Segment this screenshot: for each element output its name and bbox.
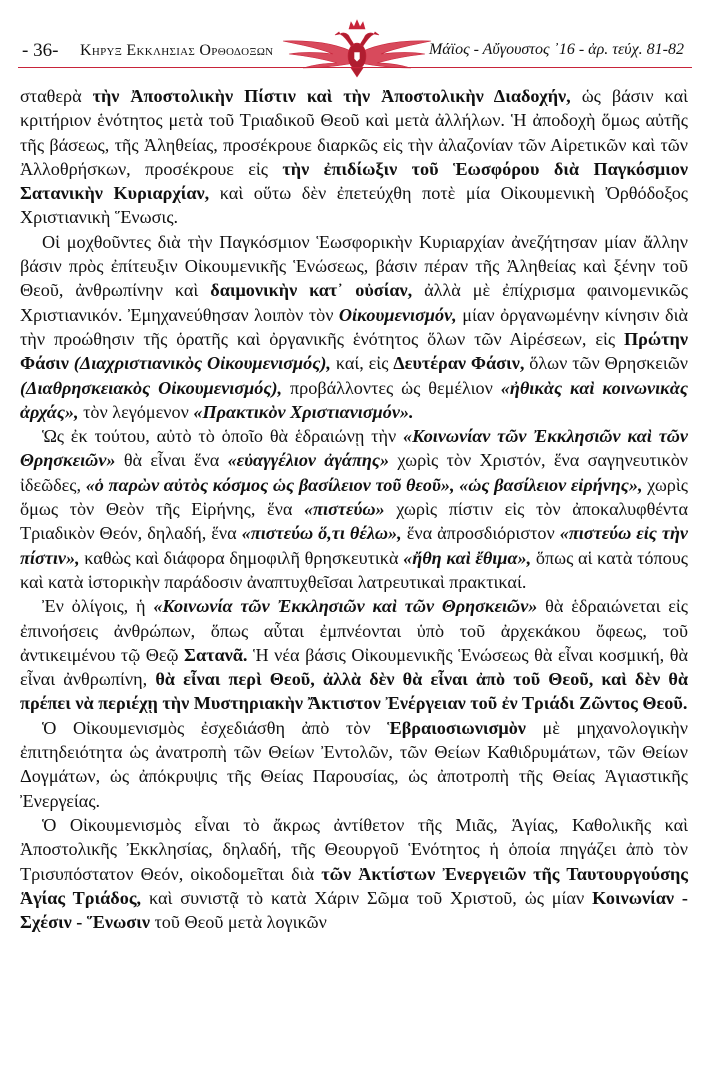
emphasis-text: (Διαθρησκειακὸς Οἰκουμενισμός), [20,377,283,398]
emphasis-text: τὴν ἐπιδίωξιν τοῦ Ἑωσφόρου διὰ Παγκόσμιον Σατανικὴν Κυριαρχίαν, [20,158,689,204]
body-text-run: Ὁ Οἰκουμενισμὸς ἐσχεδιάσθη ἀπὸ τὸν [42,717,388,738]
body-text-run: μὲ μηχανολογικὴν ἐπιτηδειότητα ὡς ἀνατροπὴ τῶν Θείων Ἐντολῶν, τῶν Θείων Καθιδρυμάτων, τῶν Θείων Δογμάτων, ὡς ἀπόκρυψις τῆς Θείας Παρουσίας, ὡς ἀποτροπὴ τῆς Θείας Ἁγιαστικῆς Ἐνεργείας. [20,717,688,811]
emphasis-text: Πρώτην Φάσιν [20,328,688,374]
paragraph-2 [20,230,688,424]
emphasis-text: «Πρακτικὸν Χριστιανισμόν». [193,401,414,422]
emphasis-text: «ὁ παρὼν αὐτὸς κόσμος ὡς βασίλειον τοῦ θεοῦ», «ὡς βασίλειον εἰρήνης», [85,474,643,495]
body-text-run: σταθερὰ [20,86,93,106]
header-divider [18,67,692,68]
paragraph-6 [20,813,688,934]
issue-info: Μάϊος - Αὔγουστος ᾿16 - ἀρ. τεύχ. 81-82 [428,41,684,58]
body-text-run: ἕνα ἀπροσδιόριστον [401,523,560,544]
emphasis-text: «πιστεύω ὅ,τι θέλω», [241,523,402,544]
paragraph-5 [20,716,688,813]
body-text-run: χωρὶς ὅμως τὸν Θεὸν τῆς Εἰρήνης, ἕνα [20,474,688,520]
body-text-run: ὅλων τῶν Θρησκειῶν [524,353,689,374]
journal-title: Κηρυξ Εκκλησιας Ορθοδοξων [80,42,274,59]
body-text-run: Ἐν ὀλίγοις, ἡ [42,596,154,617]
body-text-run: θὰ ἑδραιώνεται εἰς ἐπινοήσεις ἀνθρώπων, ὅπως αὗται ἐμπνέονται ὑπὸ τοῦ ἀρχεκάκου ὄφεως, τοῦ ἀντικειμένου τῷ Θεῷ [20,596,688,665]
emphasis-text: τῶν Ἀκτίστων Ἐνεργειῶν τῆς Ταυτουργούσης Ἁγίας Τριάδος, [20,863,688,908]
body-text-run: χωρὶς πίστιν εἰς τὸν ἀποκαλυφθέντα Τριαδικὸν Θεόν, δηλαδή, ἕνα [20,499,688,544]
body-text-run: χωρὶς τὸν Χριστόν, ἕνα σαγηνευτικὸν ἰδεῶδες, [20,450,689,495]
emphasis-text: «πιστεύω» [304,499,385,520]
body-text-run: τοῦ Θεοῦ μετὰ λογικῶν [149,912,327,933]
emphasis-text: «εὐαγγέλιον ἀγάπης» [227,450,390,471]
body-text-run: Ὡς ἐκ τούτου, αὐτὸ τὸ ὁποῖο θὰ ἑδραιώνῃ τὴν [42,426,404,447]
body-text-run: ἀλλὰ μὲ ἐπίχρισμα φαινομενικῶς Χριστιανικόν. Ἐμηχανεύθησαν λοιπὸν τὸν [20,280,688,325]
double-headed-eagle-icon [277,14,437,78]
paragraph-1 [20,84,688,230]
emphasis-text: «ἤθη καὶ ἔθιμα», [403,547,532,568]
emphasis-text: Οἰκουμενισμόν, [338,304,457,325]
emphasis-text: (Διαχριστιανικὸς Οἰκουμενισμός), [73,353,331,374]
emphasis-text: «Κοινωνία τῶν Ἐκκλησιῶν καὶ τῶν Θρησκειῶν» [153,596,538,617]
body-text-run: τὸν λεγόμενον [78,401,194,422]
body-text-run: Ὁ Οἰκουμενισμὸς εἶναι τὸ ἄκρως ἀντίθετον τῆς Μιᾶς, Ἁγίας, Καθολικῆς καὶ Ἀποστολικῆς Ἐκκλησίας, δηλαδή, τῆς Θεουργοῦ Ἑνότητος ἡ ὁποία πηγάζει ἀπὸ τὸν Τρισυπόστατον Θεόν, οἰκοδομεῖται διὰ [20,814,688,884]
body-text-run: προβάλλοντες ὡς θεμέλιον [282,377,501,398]
emphasis-text: δαιμονικὴν κατ᾿ οὐσίαν, [210,280,413,301]
page-header [0,0,710,82]
body-text-run: ὅπως αἱ κατὰ τόπους καὶ κατὰ ἱστορικὴν παράδοσιν ἀναπτυχθεῖσαι λατρευτικαὶ πρακτικαί. [20,547,688,592]
body-text-run: θὰ εἶναι ἕνα [115,450,228,471]
emphasis-text: Δευτέραν Φάσιν, [393,353,525,374]
emphasis-text: θὰ εἶναι περὶ Θεοῦ, ἀλλὰ δὲν θὰ εἶναι ἀπὸ τοῦ Θεοῦ, καὶ δὲν θὰ πρέπει νὰ περιέχῃ τὴν Μυστηριακὴν Ἄκτιστον Ἐνέργειαν τοῦ ἐν Τριάδι Ζῶντος Θεοῦ. [20,669,689,714]
body-text-run: μίαν ὀργανωμένην κίνησιν διὰ τὴν προώθησιν τῆς ὁρατῆς καὶ ὀργανικῆς ἑνότητος ὅλων τῶν Αἱρέσεων, εἰς [20,304,688,349]
body-text-run: ὡς βάσιν καὶ κριτήριον ἑνότητος μετὰ τοῦ Τριαδικοῦ Θεοῦ καὶ μετὰ ἀλλήλων. Ἡ ἀποδοχὴ ὅμως αὐτῆς τῆς βάσεως, τῆς Ἀληθείας, προσέκρουε διαρκῶς εἰς τὴν ἀλαζονίαν τῶν Αἱρετικῶν καὶ τῶν Ἀλλοθρήσκων, προσέκρουε εἰς [20,86,688,179]
emphasis-text: Σατανᾶ. [184,644,248,665]
paragraph-3 [20,424,688,594]
body-text-run: καί, εἰς [330,353,394,374]
emphasis-text: «Κοινωνίαν τῶν Ἐκκλησιῶν καὶ τῶν Θρησκειῶν» [20,426,688,471]
body-text-run: καθὼς καὶ διάφορα δημοφιλῆ θρησκευτικὰ [79,547,404,568]
emphasis-text: «ἠθικὰς καὶ κοινωνικὰς ἀρχάς», [20,377,688,422]
emphasis-text: «πιστεύω εἰς τὴν πίστιν», [20,523,689,568]
emphasis-text: Κοινωνίαν - Σχέσιν - Ἕνωσιν [20,887,688,933]
body-text-run: Οἱ μοχθοῦντες διὰ τὴν Παγκόσμιον Ἑωσφορικὴν Κυριαρχίαν ἀνεζήτησαν μίαν ἄλλην βάσιν πρὸς ἐπίτευξιν Οἰκουμενικῆς Ἑνώσεως, βάσιν πέραν τῆς Ἀληθείας καὶ ξένην τοῦ Θεοῦ, ἀνθρωπίνην καὶ [20,231,688,301]
emphasis-text: Ἑβραιοσιωνισμὸν [387,717,526,738]
article-body [20,84,688,934]
body-text-run: καὶ οὕτω δὲν ἐπετεύχθη ποτὲ μία Οἰκουμενικὴ Ὀρθόδοξος Χριστιανικὴ Ἕνωσις. [20,183,688,228]
body-text-run: Ἡ νέα βάσις Οἰκουμενικῆς Ἑνώσεως θὰ εἶναι κοσμική, θὰ εἶναι ἀνθρωπίνη, [20,644,688,690]
paragraph-4 [20,594,688,715]
page-number: - 36- [22,40,59,61]
emphasis-text: τὴν Ἀποστολικὴν Πίστιν καὶ τὴν Ἀποστολικὴν Διαδοχήν, [92,86,571,106]
body-text-run: καὶ συνιστᾷ τὸ κατὰ Χάριν Σῶμα τοῦ Χριστοῦ, ὡς μίαν [141,887,593,908]
